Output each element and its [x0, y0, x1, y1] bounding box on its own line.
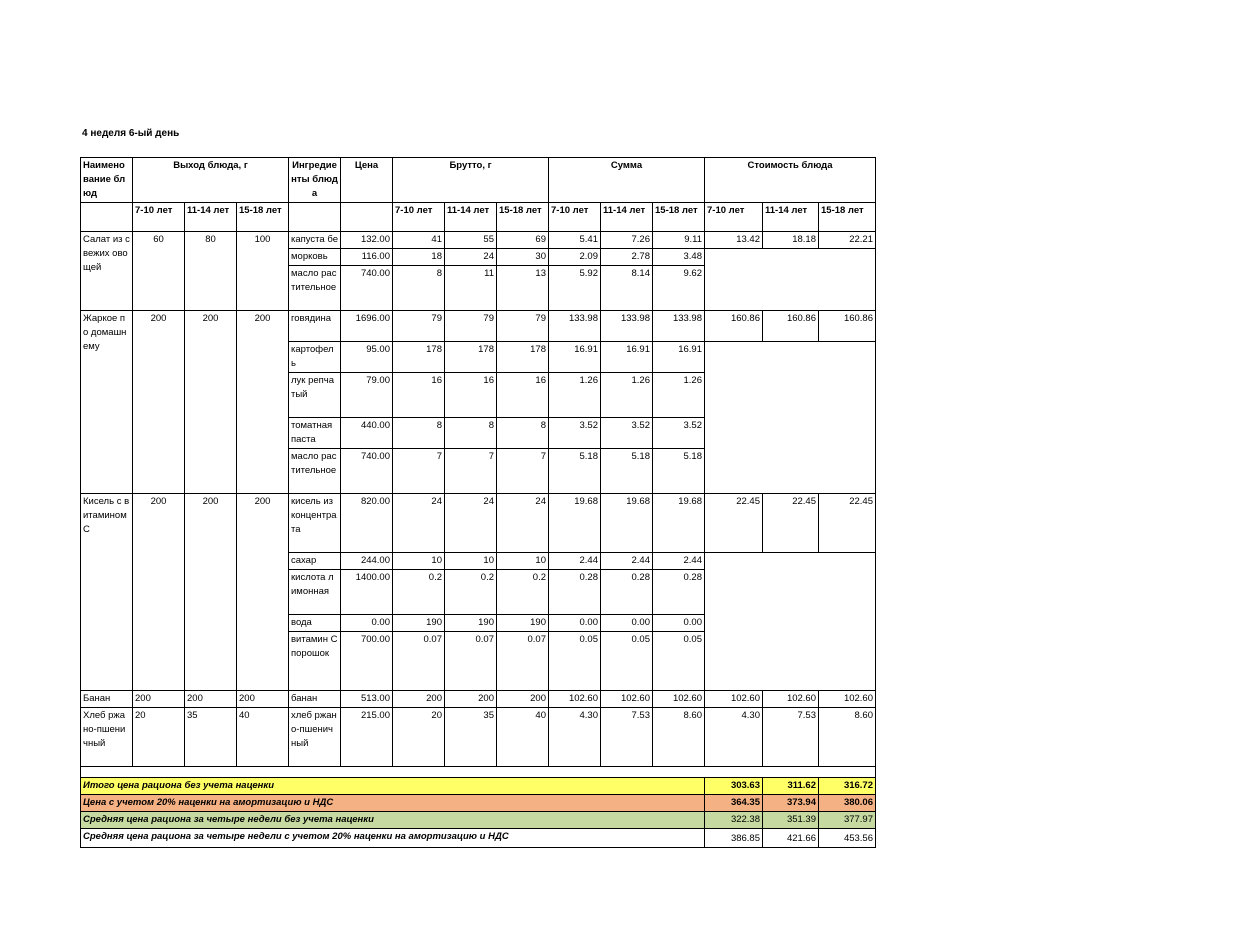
gross-value: 79	[393, 311, 445, 342]
total-value: 386.85	[705, 829, 763, 848]
sum-value: 2.44	[601, 553, 653, 570]
dish-yield: 200	[237, 691, 289, 708]
gross-value: 24	[497, 494, 549, 553]
ingredient-name: томатная паста	[289, 418, 341, 449]
sum-value: 133.98	[653, 311, 705, 342]
gross-value: 178	[393, 342, 445, 373]
gross-value: 190	[445, 615, 497, 632]
dish-yield: 200	[133, 494, 185, 691]
dish-name: Жаркое по домашнему	[81, 311, 133, 494]
gross-value: 7	[393, 449, 445, 494]
gross-value: 40	[497, 708, 549, 767]
sum-value: 0.05	[653, 632, 705, 691]
ingredient-price: 215.00	[341, 708, 393, 767]
age-header: 15-18 лет	[819, 203, 876, 232]
dish-yield: 80	[185, 232, 237, 311]
gross-value: 0.2	[497, 570, 549, 615]
ingredient-name: картофель	[289, 342, 341, 373]
cost-empty	[705, 342, 876, 494]
dish-cost: 160.86	[705, 311, 763, 342]
cost-empty	[705, 553, 876, 691]
sum-value: 0.00	[549, 615, 601, 632]
sum-value: 5.18	[601, 449, 653, 494]
sum-value: 0.05	[601, 632, 653, 691]
dish-cost: 13.42	[705, 232, 763, 249]
total-row	[81, 795, 876, 812]
table-row	[81, 232, 876, 249]
header-cost: Стоимость блюда	[705, 158, 876, 203]
age-header: 7-10 лет	[393, 203, 445, 232]
sum-value: 102.60	[549, 691, 601, 708]
gross-value: 11	[445, 266, 497, 311]
ingredient-price: 700.00	[341, 632, 393, 691]
gross-value: 10	[393, 553, 445, 570]
gross-value: 41	[393, 232, 445, 249]
ingredient-price: 513.00	[341, 691, 393, 708]
ingredient-price: 740.00	[341, 266, 393, 311]
total-label: Итого цена рациона без учета наценки	[81, 778, 705, 795]
sum-value: 102.60	[601, 691, 653, 708]
age-header: 7-10 лет	[705, 203, 763, 232]
gross-value: 0.2	[393, 570, 445, 615]
dish-cost: 22.45	[819, 494, 876, 553]
gross-value: 190	[393, 615, 445, 632]
sum-value: 3.52	[601, 418, 653, 449]
ration-table	[80, 157, 876, 848]
ingredient-price: 740.00	[341, 449, 393, 494]
gross-value: 0.2	[445, 570, 497, 615]
header-empty	[341, 203, 393, 232]
dish-yield: 200	[185, 311, 237, 494]
dish-yield: 100	[237, 232, 289, 311]
gross-value: 55	[445, 232, 497, 249]
total-value: 373.94	[763, 795, 819, 812]
age-header: 11-14 лет	[445, 203, 497, 232]
total-row	[81, 778, 876, 795]
sum-value: 1.26	[653, 373, 705, 418]
dish-yield: 200	[133, 691, 185, 708]
gross-value: 79	[445, 311, 497, 342]
dish-cost: 160.86	[819, 311, 876, 342]
sum-value: 0.28	[653, 570, 705, 615]
total-row	[81, 812, 876, 829]
sum-value: 1.26	[601, 373, 653, 418]
dish-name: Кисель с витамином С	[81, 494, 133, 691]
header-price: Цена	[341, 158, 393, 203]
spacer-row	[81, 767, 876, 778]
ingredient-price: 132.00	[341, 232, 393, 249]
dish-yield: 200	[185, 691, 237, 708]
dish-cost: 8.60	[819, 708, 876, 767]
sum-value: 5.18	[653, 449, 705, 494]
cost-empty	[705, 249, 876, 311]
dish-cost: 22.21	[819, 232, 876, 249]
sum-value: 7.53	[601, 708, 653, 767]
total-value: 351.39	[763, 812, 819, 829]
gross-value: 20	[393, 708, 445, 767]
gross-value: 35	[445, 708, 497, 767]
dish-yield: 60	[133, 232, 185, 311]
sum-value: 19.68	[549, 494, 601, 553]
sum-value: 3.48	[653, 249, 705, 266]
ingredient-name: говядина	[289, 311, 341, 342]
gross-value: 30	[497, 249, 549, 266]
sum-value: 0.00	[601, 615, 653, 632]
ingredient-price: 116.00	[341, 249, 393, 266]
sum-value: 9.62	[653, 266, 705, 311]
ingredient-name: лук репчатый	[289, 373, 341, 418]
ingredient-price: 0.00	[341, 615, 393, 632]
total-label: Средняя цена рациона за четыре недели с учетом 20% наценки на амортизацию и НДС	[81, 829, 705, 848]
dish-cost: 22.45	[763, 494, 819, 553]
total-label: Цена с учетом 20% наценки на амортизацию и НДС	[81, 795, 705, 812]
dish-name: Хлеб ржано-пшеничный	[81, 708, 133, 767]
sum-value: 0.28	[601, 570, 653, 615]
dish-yield: 35	[185, 708, 237, 767]
sum-value: 4.30	[549, 708, 601, 767]
age-header: 11-14 лет	[185, 203, 237, 232]
age-header: 7-10 лет	[133, 203, 185, 232]
sum-value: 5.92	[549, 266, 601, 311]
gross-value: 10	[497, 553, 549, 570]
sum-value: 0.28	[549, 570, 601, 615]
page-title: 4 неделя 6-ый день	[82, 128, 180, 139]
gross-value: 178	[445, 342, 497, 373]
sum-value: 8.14	[601, 266, 653, 311]
dish-cost: 7.53	[763, 708, 819, 767]
ingredient-price: 1400.00	[341, 570, 393, 615]
header-sum: Сумма	[549, 158, 705, 203]
gross-value: 190	[497, 615, 549, 632]
gross-value: 16	[445, 373, 497, 418]
dish-name: Банан	[81, 691, 133, 708]
age-header: 11-14 лет	[601, 203, 653, 232]
dish-yield: 200	[237, 311, 289, 494]
header-empty	[81, 203, 133, 232]
ingredient-name: масло растительное	[289, 449, 341, 494]
sum-value: 19.68	[601, 494, 653, 553]
sum-value: 16.91	[601, 342, 653, 373]
ingredient-price: 1696.00	[341, 311, 393, 342]
sum-value: 3.52	[653, 418, 705, 449]
total-value: 322.38	[705, 812, 763, 829]
total-row	[81, 829, 876, 848]
gross-value: 0.07	[445, 632, 497, 691]
gross-value: 8	[393, 266, 445, 311]
sum-value: 3.52	[549, 418, 601, 449]
dish-cost: 22.45	[705, 494, 763, 553]
gross-value: 24	[445, 494, 497, 553]
age-header: 15-18 лет	[237, 203, 289, 232]
ingredient-price: 244.00	[341, 553, 393, 570]
dish-yield: 200	[185, 494, 237, 691]
sum-value: 2.78	[601, 249, 653, 266]
total-value: 380.06	[819, 795, 876, 812]
age-header: 15-18 лет	[653, 203, 705, 232]
ingredient-name: капуста бе	[289, 232, 341, 249]
gross-value: 18	[393, 249, 445, 266]
ingredient-name: вода	[289, 615, 341, 632]
total-value: 364.35	[705, 795, 763, 812]
gross-value: 79	[497, 311, 549, 342]
gross-value: 200	[497, 691, 549, 708]
header-gross: Брутто, г	[393, 158, 549, 203]
sum-value: 5.18	[549, 449, 601, 494]
dish-yield: 20	[133, 708, 185, 767]
ingredient-price: 79.00	[341, 373, 393, 418]
sum-value: 102.60	[653, 691, 705, 708]
dish-yield: 200	[133, 311, 185, 494]
gross-value: 69	[497, 232, 549, 249]
ingredient-price: 95.00	[341, 342, 393, 373]
sum-value: 0.05	[549, 632, 601, 691]
dish-cost: 102.60	[763, 691, 819, 708]
sum-value: 2.09	[549, 249, 601, 266]
dish-yield: 40	[237, 708, 289, 767]
gross-value: 16	[497, 373, 549, 418]
gross-value: 200	[445, 691, 497, 708]
gross-value: 200	[393, 691, 445, 708]
ingredient-price: 440.00	[341, 418, 393, 449]
sum-value: 2.44	[549, 553, 601, 570]
ingredient-name: банан	[289, 691, 341, 708]
table-row	[81, 691, 876, 708]
dish-cost: 102.60	[705, 691, 763, 708]
header-empty	[289, 203, 341, 232]
total-value: 421.66	[763, 829, 819, 848]
ingredient-name: морковь	[289, 249, 341, 266]
dish-cost: 18.18	[763, 232, 819, 249]
gross-value: 16	[393, 373, 445, 418]
sum-value: 9.11	[653, 232, 705, 249]
age-header-row	[81, 203, 876, 232]
gross-value: 7	[497, 449, 549, 494]
total-value: 303.63	[705, 778, 763, 795]
age-header: 7-10 лет	[549, 203, 601, 232]
table-row	[81, 708, 876, 767]
sum-value: 16.91	[653, 342, 705, 373]
ingredient-name: кислота лимонная	[289, 570, 341, 615]
total-value: 311.62	[763, 778, 819, 795]
sum-value: 2.44	[653, 553, 705, 570]
dish-yield: 200	[237, 494, 289, 691]
ingredient-name: кисель из концентрата	[289, 494, 341, 553]
sum-value: 0.00	[653, 615, 705, 632]
gross-value: 8	[445, 418, 497, 449]
sum-value: 8.60	[653, 708, 705, 767]
header-name: Наименование блюд	[81, 158, 133, 203]
gross-value: 178	[497, 342, 549, 373]
sum-value: 133.98	[601, 311, 653, 342]
header-ingredients: Ингредиенты блюда	[289, 158, 341, 203]
sum-value: 19.68	[653, 494, 705, 553]
total-value: 316.72	[819, 778, 876, 795]
sum-value: 7.26	[601, 232, 653, 249]
ingredient-price: 820.00	[341, 494, 393, 553]
dish-name: Салат из свежих овощей	[81, 232, 133, 311]
dish-cost: 160.86	[763, 311, 819, 342]
header-row	[81, 158, 876, 203]
ingredient-name: витамин С порошок	[289, 632, 341, 691]
sum-value: 1.26	[549, 373, 601, 418]
ingredient-name: сахар	[289, 553, 341, 570]
spacer-cell	[81, 767, 876, 778]
ingredient-name: масло растительное	[289, 266, 341, 311]
total-label: Средняя цена рациона за четыре недели без учета наценки	[81, 812, 705, 829]
sum-value: 16.91	[549, 342, 601, 373]
dish-cost: 102.60	[819, 691, 876, 708]
gross-value: 24	[445, 249, 497, 266]
gross-value: 13	[497, 266, 549, 311]
table-row	[81, 494, 876, 553]
header-yield: Выход блюда, г	[133, 158, 289, 203]
total-value: 453.56	[819, 829, 876, 848]
gross-value: 24	[393, 494, 445, 553]
sum-value: 5.41	[549, 232, 601, 249]
gross-value: 8	[393, 418, 445, 449]
gross-value: 0.07	[393, 632, 445, 691]
age-header: 11-14 лет	[763, 203, 819, 232]
sum-value: 133.98	[549, 311, 601, 342]
ingredient-name: хлеб ржано-пшеничный	[289, 708, 341, 767]
total-value: 377.97	[819, 812, 876, 829]
age-header: 15-18 лет	[497, 203, 549, 232]
gross-value: 0.07	[497, 632, 549, 691]
gross-value: 7	[445, 449, 497, 494]
gross-value: 10	[445, 553, 497, 570]
table-row	[81, 311, 876, 342]
gross-value: 8	[497, 418, 549, 449]
dish-cost: 4.30	[705, 708, 763, 767]
